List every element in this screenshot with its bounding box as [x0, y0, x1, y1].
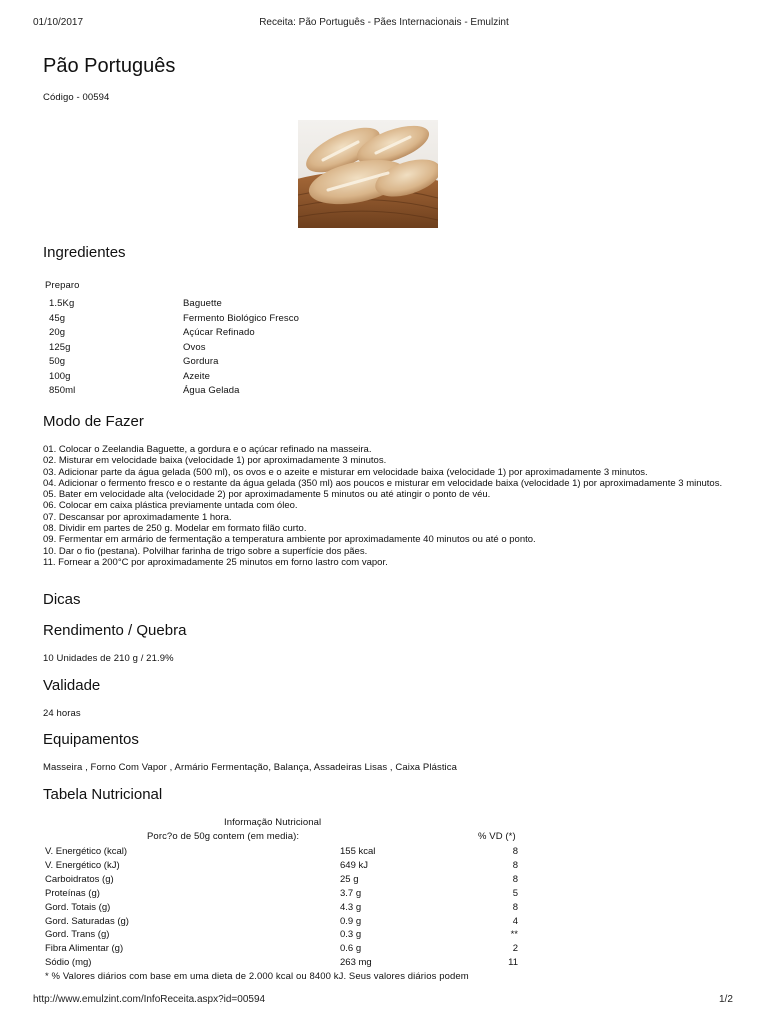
method-step: 10. Dar o fio (pestana). Polvilhar farinha de trigo sobre a superfície dos pães. — [43, 545, 368, 557]
nutrition-vd: 8 — [512, 902, 518, 913]
ingredient-row — [0, 356, 768, 370]
nutrition-vd: 5 — [512, 888, 518, 899]
nutrition-portion: Porc?o de 50g contem (em media): — [147, 831, 300, 842]
nutrition-vd: 2 — [512, 943, 518, 954]
equipment-text: Masseira , Forno Com Vapor , Armário Fermentação, Balança, Assadeiras Lisas , Caixa Plástica — [43, 762, 457, 773]
method-heading: Modo de Fazer — [43, 413, 144, 430]
nutrition-vd: 8 — [512, 874, 518, 885]
method-step: 04. Adicionar o fermento fresco e o restante da água gelada (350 ml) aos poucos e misturar em velocidade baixa (velocidade 1) por aproximadamente 3 minutos. — [43, 477, 723, 489]
nutrition-qty: 155 kcal — [340, 846, 376, 857]
nutrition-vd: 8 — [512, 860, 518, 871]
nutrition-label: Gord. Totais (g) — [45, 902, 111, 913]
method-step: 11. Fornear a 200°C por aproximadamente 25 minutos em forno lastro com vapor. — [43, 556, 388, 568]
ingredient-name: Fermento Biológico Fresco — [183, 313, 300, 324]
ingredient-qty: 20g — [49, 327, 66, 338]
nutrition-qty: 3.7 g — [340, 888, 362, 899]
nutrition-label: V. Energético (kcal) — [45, 846, 128, 857]
method-step: 01. Colocar o Zeelandia Baguette, a gordura e o açúcar refinado na masseira. — [43, 444, 372, 455]
ingredient-name: Água Gelada — [183, 385, 240, 396]
nutrition-label: Fibra Alimentar (g) — [45, 943, 124, 954]
tips-heading: Dicas — [43, 591, 81, 608]
ingredient-qty: 125g — [49, 342, 71, 353]
nutrition-row — [0, 957, 768, 971]
ingredient-row — [0, 327, 768, 341]
nutrition-footnote: * % Valores diários com base em uma dieta de 2.000 kcal ou 8400 kJ. Seus valores diários podem — [45, 971, 469, 982]
nutrition-title: Informação Nutricional — [224, 817, 322, 828]
yield-text: 10 Unidades de 210 g / 21.9% — [43, 653, 174, 664]
ingredient-qty: 1.5Kg — [49, 298, 75, 309]
ingredient-row — [0, 298, 768, 312]
nutrition-row — [0, 916, 768, 930]
method-step: 03. Adicionar parte da água gelada (500 ml), os ovos e o azeite e misturar em velocidade baixa (velocidade 1) por aproximadamente 3 minutos. — [43, 466, 648, 478]
ingredient-qty: 50g — [49, 356, 66, 367]
method-step: 06. Colocar em caixa plástica previamente untada com óleo. — [43, 500, 298, 512]
nutrition-qty: 4.3 g — [340, 902, 362, 913]
nutrition-vd-header: % VD (*) — [478, 831, 516, 842]
print-date: 01/10/2017 — [33, 17, 84, 28]
nutrition-qty: 649 kJ — [340, 860, 368, 871]
ingredient-name: Azeite — [183, 371, 211, 382]
nutrition-vd: ** — [510, 929, 518, 940]
page-number: 1/2 — [719, 994, 733, 1005]
recipe-code: Código - 00594 — [43, 92, 110, 103]
nutrition-row — [0, 860, 768, 874]
nutrition-row — [0, 929, 768, 943]
equipment-heading: Equipamentos — [43, 731, 139, 748]
nutrition-vd: 4 — [512, 916, 518, 927]
nutrition-row — [0, 874, 768, 888]
nutrition-qty: 25 g — [340, 874, 359, 885]
method-steps — [43, 444, 723, 568]
ingredient-row — [0, 342, 768, 356]
nutrition-row — [0, 888, 768, 902]
validity-heading: Validade — [43, 677, 101, 694]
nutrition-label: Carboidratos (g) — [45, 874, 114, 885]
method-step: 05. Bater em velocidade alta (velocidade 2) por aproximadamente 5 minutos ou até atingir o ponto de véu. — [43, 489, 491, 501]
ingredient-row — [0, 313, 768, 327]
bread-photo — [298, 120, 438, 228]
ingredient-row — [0, 385, 768, 399]
footer-url[interactable]: http://www.emulzint.com/InfoReceita.aspx?id=00594 — [33, 994, 266, 1005]
yield-heading: Rendimento / Quebra — [43, 622, 187, 639]
method-step: 02. Misturar em velocidade baixa (velocidade 1) por aproximadamente 3 minutos. — [43, 455, 387, 467]
nutrition-row — [0, 902, 768, 916]
nutrition-heading: Tabela Nutricional — [43, 786, 163, 803]
ingredient-name: Gordura — [183, 356, 219, 367]
validity-text: 24 horas — [43, 708, 81, 719]
nutrition-qty: 0.9 g — [340, 916, 362, 927]
ingredient-qty: 850ml — [49, 385, 76, 396]
ingredient-name: Açúcar Refinado — [183, 327, 255, 338]
nutrition-label: Gord. Trans (g) — [45, 929, 110, 940]
nutrition-row — [0, 846, 768, 860]
method-step: 07. Descansar por aproximadamente 1 hora. — [43, 511, 232, 523]
nutrition-label: Proteínas (g) — [45, 888, 100, 899]
nutrition-label: Gord. Saturadas (g) — [45, 916, 129, 927]
ingredient-qty: 45g — [49, 313, 66, 324]
ingredient-qty: 100g — [49, 371, 71, 382]
print-title: Receita: Pão Português - Pães Internacionais - Emulzint — [259, 17, 509, 28]
method-step: 08. Dividir em partes de 250 g. Modelar em formato filão curto. — [43, 523, 307, 535]
ingredient-name: Ovos — [183, 342, 206, 353]
nutrition-label: V. Energético (kJ) — [45, 860, 120, 871]
nutrition-qty: 263 mg — [340, 957, 372, 968]
page-title: Pão Português — [43, 55, 176, 77]
nutrition-vd: 11 — [508, 957, 518, 968]
ingredient-row — [0, 371, 768, 385]
nutrition-vd: 8 — [512, 846, 518, 857]
ingredients-heading: Ingredientes — [43, 244, 126, 261]
nutrition-qty: 0.3 g — [340, 929, 362, 940]
method-step: 09. Fermentar em armário de fermentação a temperatura ambiente por aproximadamente 40 minutos ou até o ponto. — [43, 534, 536, 546]
ingredient-name: Baguette — [183, 298, 222, 309]
nutrition-row — [0, 943, 768, 957]
ingredients-subheading: Preparo — [45, 280, 80, 291]
nutrition-qty: 0.6 g — [340, 943, 362, 954]
nutrition-label: Sódio (mg) — [45, 957, 92, 968]
